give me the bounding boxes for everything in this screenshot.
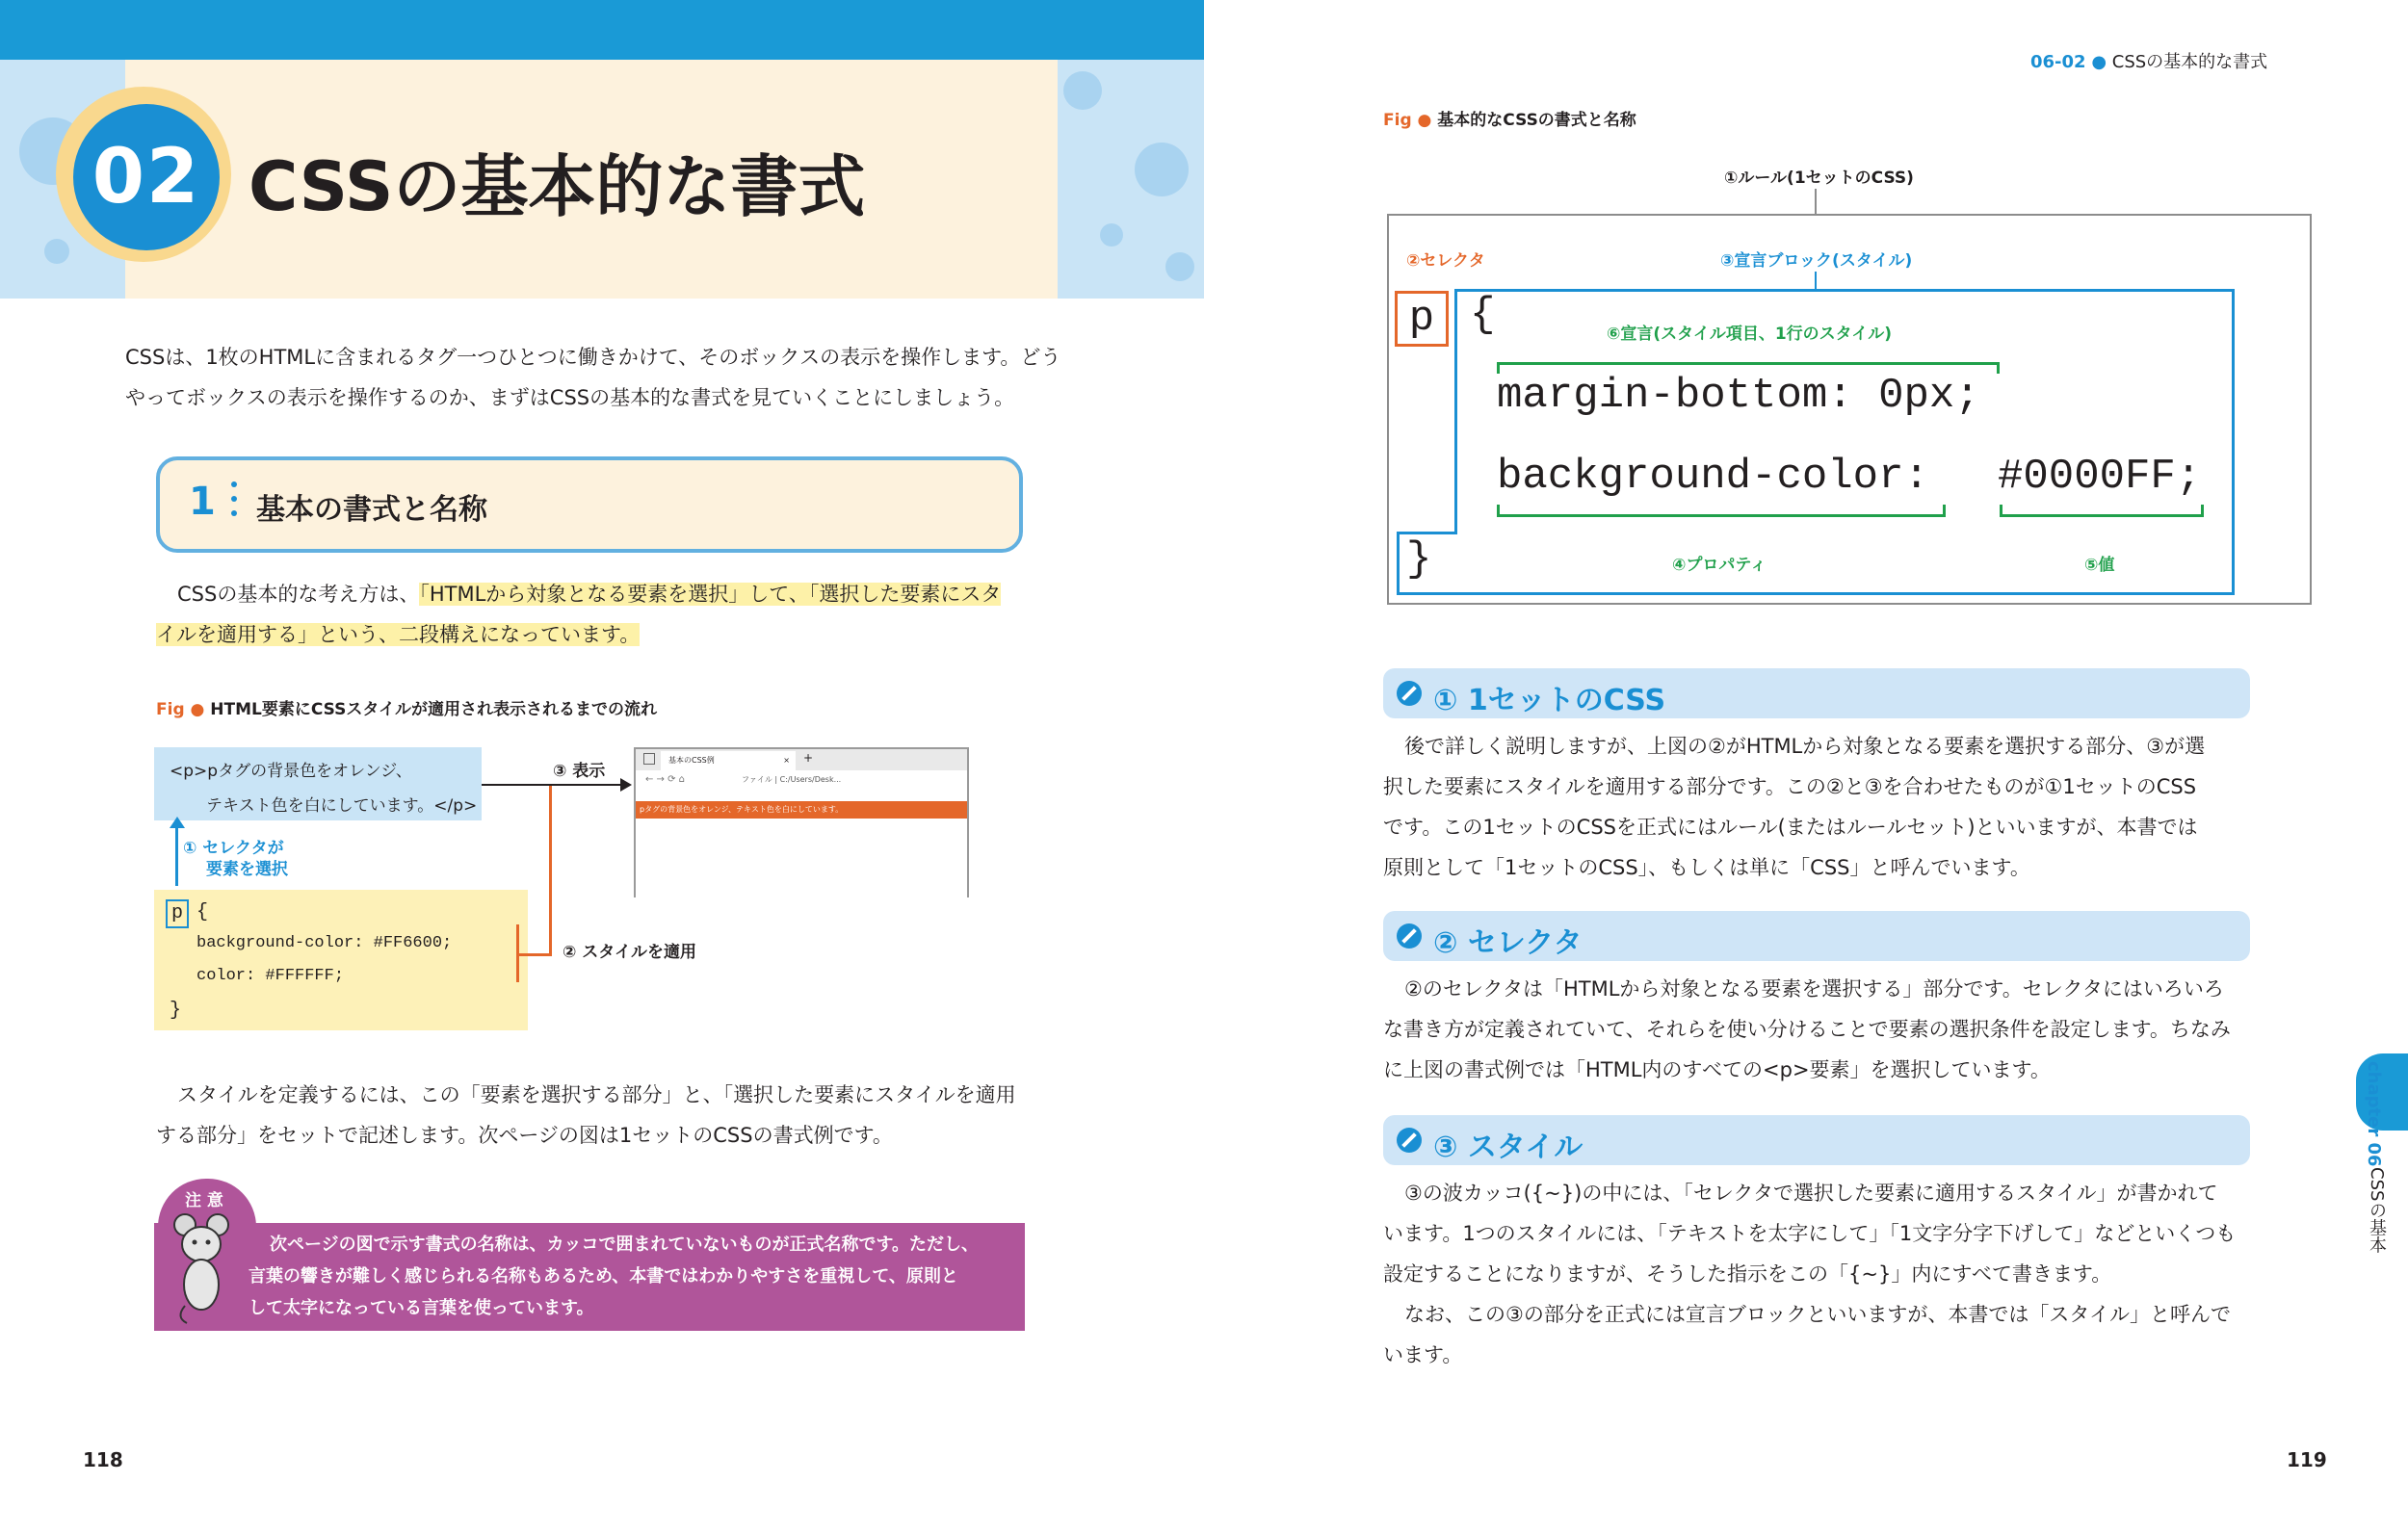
css-declaration: color: #FFFFFF; [196, 967, 345, 985]
note-line: 言葉の響きが難しく感じられる名称もあるため、本書ではわかりやすさを重視して、原則と [249, 1266, 958, 1287]
text-line: 択した要素にスタイルを適用する部分です。この②と③を合わせたものが①1セットのCSS [1383, 775, 2197, 798]
declaration-line-1: margin-bottom: 0px; [1497, 372, 1980, 420]
browser-url-bar: ファイル | C:/Users/Desk... [742, 775, 842, 784]
top-color-band [0, 0, 1204, 60]
subsection-heading-rule-set [1383, 668, 2250, 718]
block-outline-bottom [1397, 592, 2235, 595]
pencil-icon [1397, 923, 1422, 949]
text-line: です。この1セットのCSSを正式にはルール(またはルールセット)といいますが、本書では [1383, 816, 2198, 839]
text-line: ③の波カッコ({~})の中には、「セレクタで選択した要素に適用するスタイル」が書かれて [1404, 1182, 2218, 1205]
step3-arrow-line [482, 784, 622, 786]
text-line: ②のセレクタは「HTMLから対象となる要素を選択する」部分です。セレクタにはいろいろ [1404, 977, 2224, 1001]
css-selector-p: p [166, 899, 189, 928]
subsection-heading-style [1383, 1115, 2250, 1165]
fig-caption-text: HTML要素にCSSスタイルが適用され表示されるまでの流れ [210, 700, 658, 719]
para2-line: スタイルを定義するには、この「要素を選択する部分」と、「選択した要素にスタイルを適用 [177, 1083, 1016, 1106]
chapter-number: 02 [73, 104, 220, 250]
section-divider-dots [231, 481, 237, 525]
running-head [2030, 48, 2267, 73]
declaration-bracket-right [1997, 362, 2000, 374]
fig-bullet: ● [1417, 111, 1432, 130]
block-outline-right [2232, 289, 2235, 595]
browser-tab-title: 基本のCSS例 [668, 756, 715, 765]
mouse-mascot-icon [171, 1211, 231, 1327]
text-line: います。1つのスタイルには、「テキストを太字にして」「1文字分字下げして」などといくつも [1383, 1222, 2237, 1245]
running-head-title: CSSの基本的な書式 [2111, 52, 2268, 72]
step1-label: ① セレクタが [183, 839, 284, 858]
subsection-title: ① 1セットのCSS [1433, 684, 1666, 717]
fig-caption-text: 基本的なCSSの書式と名称 [1437, 111, 1636, 130]
css-close-brace: } [170, 1000, 182, 1022]
fig-bullet: ● [190, 700, 205, 719]
intro-line: CSSは、1枚のHTMLに含まれるタグ一つひとつに働きかけて、そのボックスの表示を操作します。どう [125, 346, 1061, 369]
close-brace: } [1406, 535, 1432, 584]
selector-label: ②セレクタ [1406, 251, 1485, 271]
browser-tab [661, 751, 796, 770]
value-bracket [2000, 514, 2204, 517]
new-tab-icon: + [803, 751, 814, 765]
declaration-label: ⑥宣言(スタイル項目、1行のスタイル) [1607, 325, 1893, 344]
value-bracket-left [2000, 505, 2002, 516]
left-figure-caption [156, 695, 657, 719]
browser-nav-icons: ← → ⟳ ⌂ [645, 774, 686, 785]
running-head-bullet: ● [2091, 52, 2107, 72]
value-text: #0000FF; [1998, 453, 2202, 501]
rule-pointer [1815, 189, 1817, 214]
block-outline-step [1397, 532, 1456, 534]
chapter-title: CSSの基本的な書式 [249, 147, 866, 226]
note-line: して太字になっている言葉を使っています。 [249, 1298, 594, 1318]
paragraph-2 [156, 1075, 1042, 1156]
text-line: に上図の書式例では「HTML内のすべての<p>要素」を選択しています。 [1383, 1058, 2051, 1081]
tab-close-icon: × [783, 756, 790, 765]
style-connector-vertical [549, 786, 552, 956]
css-open-brace: { [196, 901, 209, 923]
window-icon [643, 753, 655, 765]
html-code-line: <p>pタグの背景色をオレンジ、 [170, 762, 412, 781]
html-code-line: テキスト色を白にしています。</p> [206, 796, 478, 816]
css-code-box [154, 890, 528, 1030]
side-tab-chapter: chapter 06 [2364, 1061, 2384, 1167]
para2-line: する部分」をセットで記述します。次ページの図は1セットのCSSの書式例です。 [156, 1124, 893, 1147]
para1-text: CSSの基本的な考え方は、 [177, 583, 420, 606]
intro-paragraph [125, 337, 1060, 418]
page-number-right: 119 [2287, 1448, 2327, 1471]
paragraph-1 [156, 574, 1042, 655]
browser-rendered-paragraph: pタグの背景色をオレンジ、テキスト色を白にしています。 [636, 801, 967, 819]
declaration-bracket [1497, 362, 2000, 365]
browser-window [634, 747, 969, 897]
section-heading-box [156, 456, 1023, 553]
subsection-3-text [1383, 1173, 2250, 1375]
text-line: 原則として「1セットのCSS」、もしくは単に「CSS」と呼んでいます。 [1383, 856, 2030, 879]
text-line: 後で詳しく説明しますが、上図の②がHTMLから対象となる要素を選択する部分、③が選 [1404, 735, 2206, 758]
text-line: 設定することになりますが、そうした指示をこの「{~}」内にすべて書きます。 [1383, 1262, 2112, 1286]
note-text [249, 1229, 1015, 1324]
text-line: います。 [1383, 1343, 1463, 1366]
right-figure-caption [1383, 106, 1636, 130]
style-connector [516, 953, 551, 956]
pencil-icon [1397, 681, 1422, 706]
block-outline-left [1397, 532, 1400, 595]
section-number: 1 [189, 480, 216, 524]
block-outline-inner [1454, 289, 1457, 534]
para1-highlight: イルを適用する」という、二段構えになっています。 [156, 623, 641, 646]
para1-highlight: 「HTMLから対象となる要素を選択」して、「選択した要素にスタ [419, 583, 1002, 606]
property-bracket-left [1497, 505, 1500, 516]
subsection-heading-selector [1383, 911, 2250, 961]
value-label: ⑤値 [2084, 556, 2115, 575]
block-outline-top [1456, 289, 2235, 292]
step3-label: ③ 表示 [553, 762, 606, 781]
pencil-icon [1397, 1128, 1422, 1153]
step1-arrow-head [170, 817, 185, 828]
side-tab-title: CSSの基本 [2367, 1167, 2387, 1254]
step3-arrow-head [620, 778, 632, 792]
note-line: 次ページの図で示す書式の名称は、カッコで囲まれていないものが正式名称です。ただし、 [270, 1235, 980, 1255]
block-pointer [1815, 272, 1817, 289]
selector-p: p [1395, 291, 1449, 347]
declaration-block-label: ③宣言ブロック(スタイル) [1720, 251, 1913, 271]
note-label: 注 意 [185, 1191, 223, 1210]
step1-arrow-line [175, 824, 178, 886]
subsection-title: ② セレクタ [1433, 926, 1583, 960]
page-number-left: 118 [83, 1448, 123, 1471]
property-bracket-right [1943, 505, 1946, 516]
value-bracket-right [2201, 505, 2204, 516]
intro-line: やってボックスの表示を操作するのか、まずはCSSの基本的な書式を見ていくことにしましょう。 [125, 386, 1015, 409]
running-head-code: 06-02 [2030, 52, 2086, 72]
property-bracket [1497, 514, 1946, 517]
subsection-1-text [1383, 726, 2250, 888]
text-line: な書き方が定義されていて、それらを使い分けることで要素の選択条件を設定します。ちなみ [1383, 1018, 2231, 1041]
text-line: なお、この③の部分を正式には宣言ブロックといいますが、本書では「スタイル」と呼んで [1404, 1303, 2231, 1326]
property-label: ④プロパティ [1672, 556, 1767, 575]
css-declaration: background-color: #FF6600; [196, 934, 453, 952]
subsection-2-text [1383, 969, 2250, 1090]
property-text: background-color: [1497, 453, 1929, 501]
section-title: 基本の書式と名称 [256, 493, 487, 527]
rule-label: ①ルール(1セットのCSS) [1724, 169, 1914, 188]
fig-label: Fig [1383, 111, 1412, 130]
subsection-title: ③ スタイル [1433, 1131, 1584, 1164]
open-brace: { [1470, 291, 1496, 339]
step2-label: ② スタイルを適用 [563, 943, 696, 962]
step1-label: 要素を選択 [206, 860, 288, 879]
fig-label: Fig [156, 700, 185, 719]
